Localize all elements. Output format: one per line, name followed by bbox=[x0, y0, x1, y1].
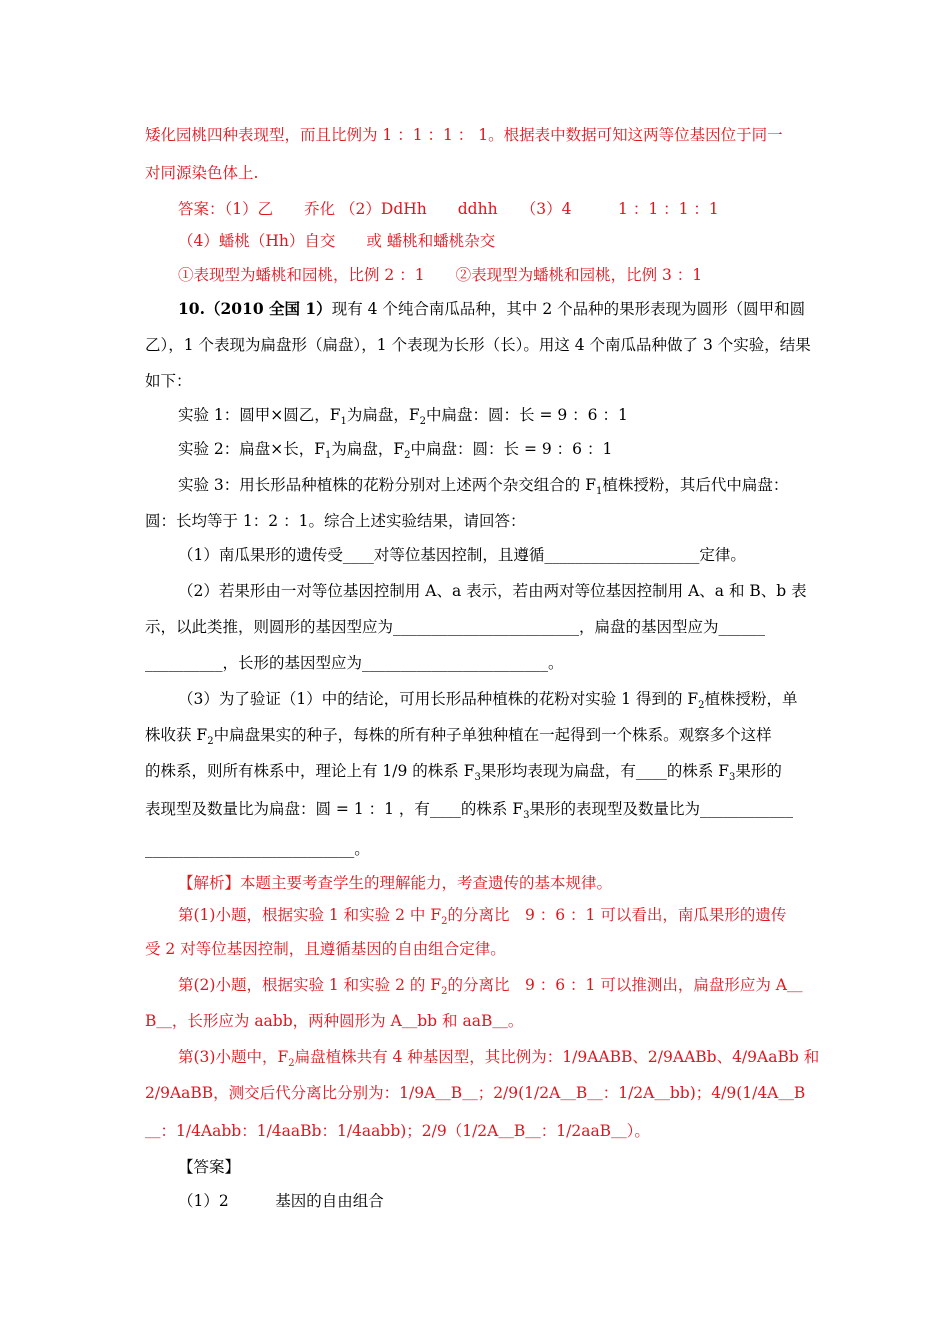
subscript: 2 bbox=[441, 986, 448, 997]
subscript: 2 bbox=[419, 416, 427, 427]
subscript: 3 bbox=[474, 772, 481, 783]
subscript: 1 bbox=[325, 450, 332, 461]
sub-question-3 bbox=[178, 688, 843, 710]
subscript: 1 bbox=[340, 416, 347, 427]
text: （3）为了验证（1）中的结论，可用长形品种植株的花粉对实验 1 得到的 F bbox=[178, 690, 699, 708]
subscript: 2 bbox=[404, 450, 411, 461]
text-line bbox=[145, 760, 810, 782]
text: 的分离比 9 ：6 ：1 可以看出，南瓜果形的遗传 bbox=[447, 906, 787, 924]
answer-line: ①表现型为蟠桃和园桃，比例 2 ：1 ②表现型为蟠桃和园桃，比例 3 ：1 bbox=[178, 266, 703, 284]
text: 第(1)小题，根据实验 1 和实验 2 中 F bbox=[178, 906, 442, 924]
analysis-line: ＿：1/4Aabb：1/4aaBb：1/4aabb)；2/9（1/2A＿B＿：1/2aaB＿）。 bbox=[145, 1122, 650, 1140]
analysis-line: 2/9AaBB，测交后代分离比分别为：1/9A＿B＿；2/9(1/2A＿B＿：1/2A＿bb)；4/9(1/4A＿B bbox=[145, 1084, 806, 1102]
text: 第(2)小题，根据实验 1 和实验 2 的 F bbox=[178, 976, 442, 994]
experiment-1 bbox=[178, 404, 843, 426]
text: 的株系，则所有株系中，理论上有 1/9 的株系 F bbox=[145, 762, 475, 780]
text-line bbox=[145, 724, 810, 746]
text: 中扁盘：圆：长 = 9 ：6 ：1 bbox=[426, 406, 628, 424]
text: 实验 2：扁盘×长，F bbox=[178, 440, 326, 458]
text: 第(3)小题中，F bbox=[178, 1048, 289, 1066]
text: 植株授粉，其后代中扁盘： bbox=[602, 476, 789, 494]
question-intro bbox=[178, 298, 843, 320]
answer-line: 答案：（1）乙 乔化 （2）DdHh ddhh （3）4 1 ：1 ：1 ：1 bbox=[178, 200, 719, 218]
question-number: 10.（2010 全国 1） bbox=[178, 299, 332, 318]
text: 的分离比 9 ：6 ：1 可以推测出，扁盘形应为 A＿ bbox=[447, 976, 803, 994]
text-line: 如下： bbox=[145, 372, 192, 390]
subscript: 2 bbox=[441, 916, 448, 927]
subscript: 1 bbox=[595, 486, 603, 497]
text: 中扁盘果实的种子，每株的所有种子单独种植在一起得到一个株系。观察多个这样 bbox=[213, 726, 772, 744]
answer-line: （4）蟠桃（Hh）自交 或 蟠桃和蟠桃杂交 bbox=[178, 232, 496, 250]
experiment-2 bbox=[178, 438, 843, 460]
answer-line: （1）2 基因的自由组合 bbox=[178, 1192, 384, 1210]
text-line: ___________________________。 bbox=[145, 840, 370, 858]
subscript: 3 bbox=[729, 772, 736, 783]
analysis-line: B＿，长形应为 aabb，两种圆形为 A＿bb 和 aaB＿。 bbox=[145, 1012, 524, 1030]
subscript: 2 bbox=[207, 736, 214, 747]
text: 扁盘植株共有 4 种基因型，其比例为：1/9AABB、2/9AABb、4/9AaBb 和 bbox=[294, 1048, 820, 1066]
question-text: 现有 4 个纯合南瓜品种，其中 2 个品种的果形表现为圆形（圆甲和圆 bbox=[331, 300, 806, 318]
subscript: 2 bbox=[698, 700, 705, 711]
analysis-line: 受 2 对等位基因控制，且遵循基因的自由组合定律。 bbox=[145, 940, 506, 958]
text: 为扁盘，F bbox=[331, 440, 405, 458]
text: 为扁盘，F bbox=[346, 406, 420, 424]
subscript: 3 bbox=[523, 810, 530, 821]
text: 实验 1：圆甲×圆乙，F bbox=[178, 406, 341, 424]
text: 实验 3：用长形品种植株的花粉分别对上述两个杂交组合的 F bbox=[178, 476, 596, 494]
answer-heading: 【答案】 bbox=[178, 1158, 241, 1176]
text-line bbox=[145, 798, 810, 820]
experiment-3 bbox=[178, 474, 843, 496]
subscript: 2 bbox=[288, 1058, 295, 1069]
text: 果形的表现型及数量比为____________ bbox=[529, 800, 793, 818]
text-line: 圆：长均等于 1：2 ：1。综合上述实验结果，请回答： bbox=[145, 512, 526, 530]
text-line: 对同源染色体上. bbox=[145, 164, 259, 182]
text: 果形的 bbox=[735, 762, 782, 780]
text: 植株授粉，单 bbox=[704, 690, 798, 708]
analysis-line bbox=[178, 1046, 843, 1068]
analysis-heading: 【解析】本题主要考查学生的理解能力，考查遗传的基本规律。 bbox=[178, 874, 613, 892]
sub-question-2: （2）若果形由一对等位基因控制用 A、a 表示，若由两对等位基因控制用 A、a 和 B、b 表 bbox=[178, 582, 807, 600]
text-line: __________，长形的基因型应为________________________。 bbox=[145, 654, 564, 672]
text: 中扁盘：圆：长 = 9 ：6 ：1 bbox=[410, 440, 613, 458]
text-line: 示，以此类推，则圆形的基因型应为________________________，扁盘的基因型应为______ bbox=[145, 618, 766, 636]
text: 表现型及数量比为扁盘：圆 = 1 ：1 ，有____的株系 F bbox=[145, 800, 524, 818]
text: 果形均表现为扁盘，有____的株系 F bbox=[480, 762, 730, 780]
analysis-line bbox=[178, 974, 843, 996]
text-line: 乙），1 个表现为扁盘形（扁盘），1 个表现为长形（长）。用这 4 个南瓜品种做了 3 个实验，结果 bbox=[145, 336, 811, 354]
text-line: 矮化园桃四种表现型，而且比例为 1 ：1 ：1 ： 1。根据表中数据可知这两等位基因位于同一 bbox=[145, 126, 783, 144]
text: 株收获 F bbox=[145, 726, 208, 744]
sub-question-1: （1）南瓜果形的遗传受____对等位基因控制，且遵循____________________定律。 bbox=[178, 546, 746, 564]
analysis-line bbox=[178, 904, 843, 926]
